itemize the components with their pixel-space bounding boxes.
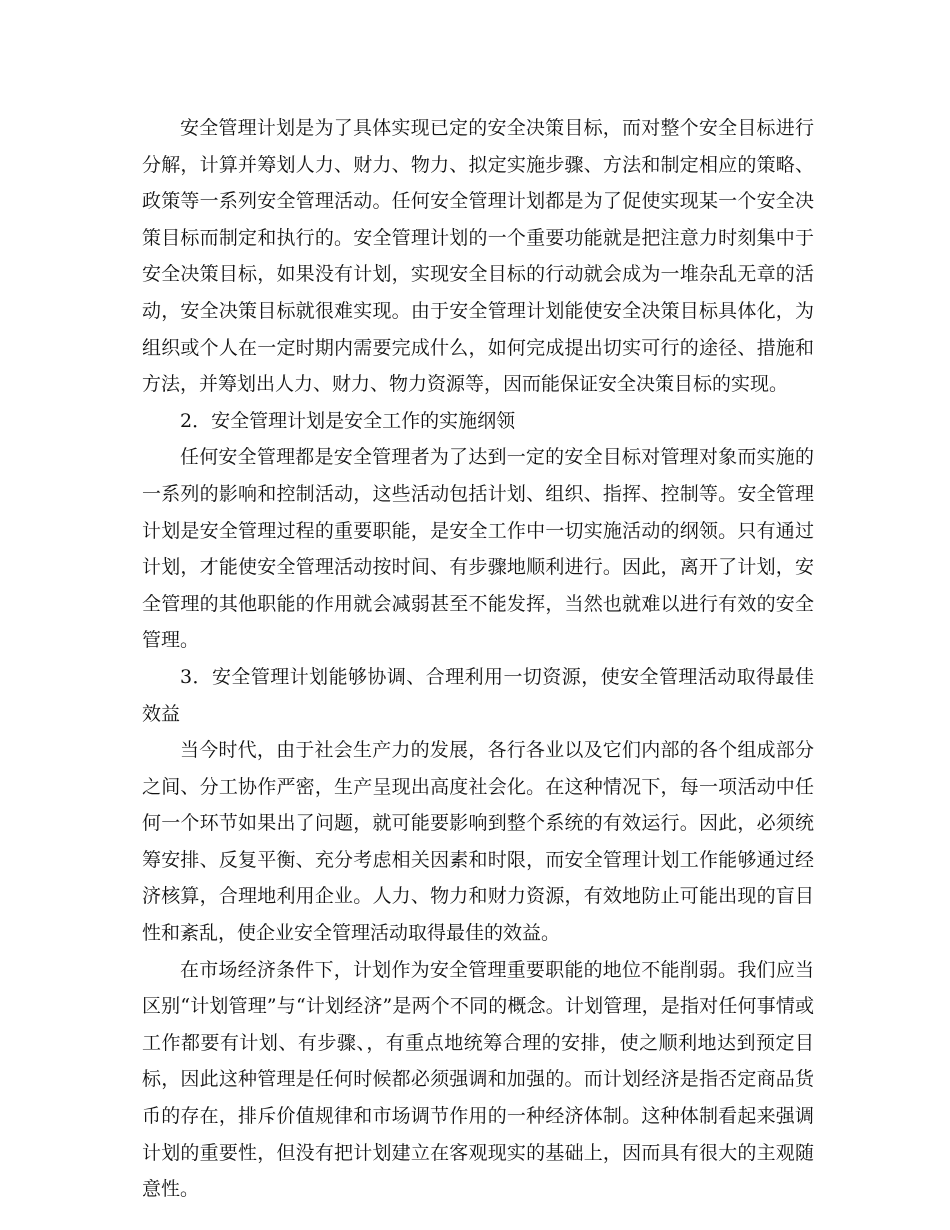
paragraph-purpose: 安全管理计划是为了具体实现已定的安全决策目标，而对整个安全目标进行分解，计算并筹划人力、财力、物力、拟定实施步骤、方法和制定相应的策略、政策等一系列安全管理活动。任何安全管理计划都是为了促使实现某一个安全决策目标而制定和执行的。安全管理计划的一个重要功能就是把注意力时刻集中于安全决策目标，如果没有计划，实现安全目标的行动就会成为一堆杂乱无章的活动，安全决策目标就很难实现。由于安全管理计划能使安全决策目标具体化，为组织或个人在一定时期内需要完成什么，如何完成提出切实可行的途径、措施和方法，并筹划出人力、财力、物力资源等，因而能保证安全决策目标的实现。 — [142, 117, 814, 396]
paragraph-resources: 当今时代，由于社会生产力的发展，各行各业以及它们内部的各个组成部分之间、分工协作严密，生产呈现出高度社会化。在这种情况下，每一项活动中任何一个环节如果出了问题，就可能要影响到整个系统的有效运行。因此，必须统筹安排、反复平衡、充分考虑相关因素和时限，而安全管理计划工作能够通过经济核算，合理地利用企业。人力、物力和财力资源，有效地防止可能出现的盲目性和紊乱，使企业安全管理活动取得最佳的效益。 — [142, 739, 814, 945]
section-heading-3: 3．安全管理计划能够协调、合理利用一切资源，使安全管理活动取得最佳效益 — [142, 665, 814, 725]
paragraph-implementation: 任何安全管理都是安全管理者为了达到一定的安全目标对管理对象而实施的一系列的影响和控制活动，这些活动包括计划、组织、指挥、控制等。安全管理计划是安全管理过程的重要职能，是安全工作中一切实施活动的纲领。只有通过计划，才能使安全管理活动按时间、有步骤地顺利进行。因此，离开了计划，安全管理的其他职能的作用就会减弱甚至不能发挥，当然也就难以进行有效的安全管理。 — [142, 446, 814, 652]
section-heading-2: 2．安全管理计划是安全工作的实施纲领 — [180, 409, 516, 432]
document-page — [142, 110, 814, 1208]
paragraph-market-economy: 在市场经济条件下，计划作为安全管理重要职能的地位不能削弱。我们应当区别“计划管理”与“计划经济”是两个不同的概念。计划管理，是指对任何事情或工作都要有计划、有步骤、，有重点地统筹合理的安排，使之顺利地达到预定目标，因此这种管理是任何时候都必须强调和加强的。而计划经济是指否定商品货币的存在，排斥价值规律和市场调节作用的一种经济体制。这种体制看起来强调计划的重要性，但没有把计划建立在客观现实的基础上，因而具有很大的主观随意性。 — [142, 958, 814, 1201]
